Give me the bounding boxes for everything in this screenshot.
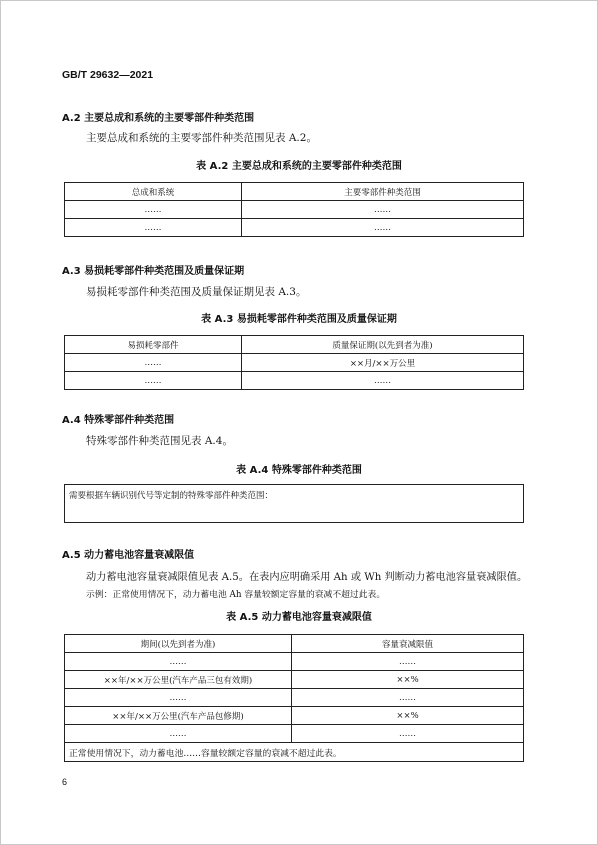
table-a2-cell: ……	[65, 201, 242, 219]
section-a2-heading: A.2 主要总成和系统的主要零部件种类范围	[62, 113, 255, 124]
table-a2-cell: ……	[242, 219, 524, 237]
table-a3-header: 易损耗零部件	[65, 336, 242, 354]
section-a3-heading: A.3 易损耗零部件种类范围及质量保证期	[62, 266, 245, 277]
table-a4-caption: 表 A.4 特殊零部件种类范围	[236, 465, 362, 476]
section-a2-paragraph: 主要总成和系统的主要零部件种类范围见表 A.2。	[86, 132, 317, 144]
table-a5-header: 期间(以先到者为准)	[65, 635, 292, 653]
table-a5-cell: ……	[65, 725, 292, 743]
table-a5-cell: ××年/××万公里(汽车产品包修期)	[65, 707, 292, 725]
page-number: 6	[62, 777, 68, 787]
section-a5-heading: A.5 动力蓄电池容量衰减限值	[62, 550, 195, 561]
table-a3-cell: ……	[242, 372, 524, 390]
table-a3-cell: ……	[65, 354, 242, 372]
table-a5-note: 正常使用情况下，动力蓄电池……容量较额定容量的衰减不超过此表。	[65, 743, 524, 762]
table-a3	[64, 335, 524, 390]
table-a5-cell: ……	[65, 653, 292, 671]
section-a5-paragraph: 动力蓄电池容量衰减限值见表 A.5。在表内应明确采用 Ah 或 Wh 判断动力蓄电池容量衰减限值。	[86, 572, 528, 583]
table-a5-cell: ……	[292, 689, 524, 707]
section-a4-heading: A.4 特殊零部件种类范围	[62, 415, 175, 426]
section-a3-paragraph: 易损耗零部件种类范围及质量保证期见表 A.3。	[86, 286, 307, 298]
table-a5-cell: ……	[292, 725, 524, 743]
table-a2	[64, 182, 524, 237]
table-a5-caption: 表 A.5 动力蓄电池容量衰减限值	[226, 612, 372, 623]
table-a2-header: 总成和系统	[65, 183, 242, 201]
table-a5	[64, 634, 524, 762]
table-a5-cell: ……	[65, 689, 292, 707]
table-a2-cell: ……	[242, 201, 524, 219]
table-a4-box	[64, 484, 524, 523]
table-a5-header: 容量衰减限值	[292, 635, 524, 653]
table-a2-caption: 表 A.2 主要总成和系统的主要零部件种类范围	[196, 161, 402, 172]
standard-number-header: GB/T 29632—2021	[62, 69, 154, 81]
table-a3-cell: ××月/××万公里	[242, 354, 524, 372]
table-a3-header: 质量保证期(以先到者为准)	[242, 336, 524, 354]
table-a5-cell: ××年/××万公里(汽车产品三包有效期)	[65, 671, 292, 689]
section-a4-paragraph: 特殊零部件种类范围见表 A.4。	[86, 435, 233, 447]
section-a5-example: 示例：正常使用情况下，动力蓄电池 Ah 容量较额定容量的衰减不超过此表。	[86, 590, 386, 600]
table-a5-cell: ××%	[292, 707, 524, 725]
table-a2-header: 主要零部件种类范围	[242, 183, 524, 201]
table-a5-cell: ××%	[292, 671, 524, 689]
table-a3-caption: 表 A.3 易损耗零部件种类范围及质量保证期	[201, 314, 397, 325]
table-a2-cell: ……	[65, 219, 242, 237]
table-a4-box-text: 需要根据车辆识别代号等定制的特殊零部件种类范围：	[69, 491, 274, 501]
table-a3-cell: ……	[65, 372, 242, 390]
table-a5-cell: ……	[292, 653, 524, 671]
